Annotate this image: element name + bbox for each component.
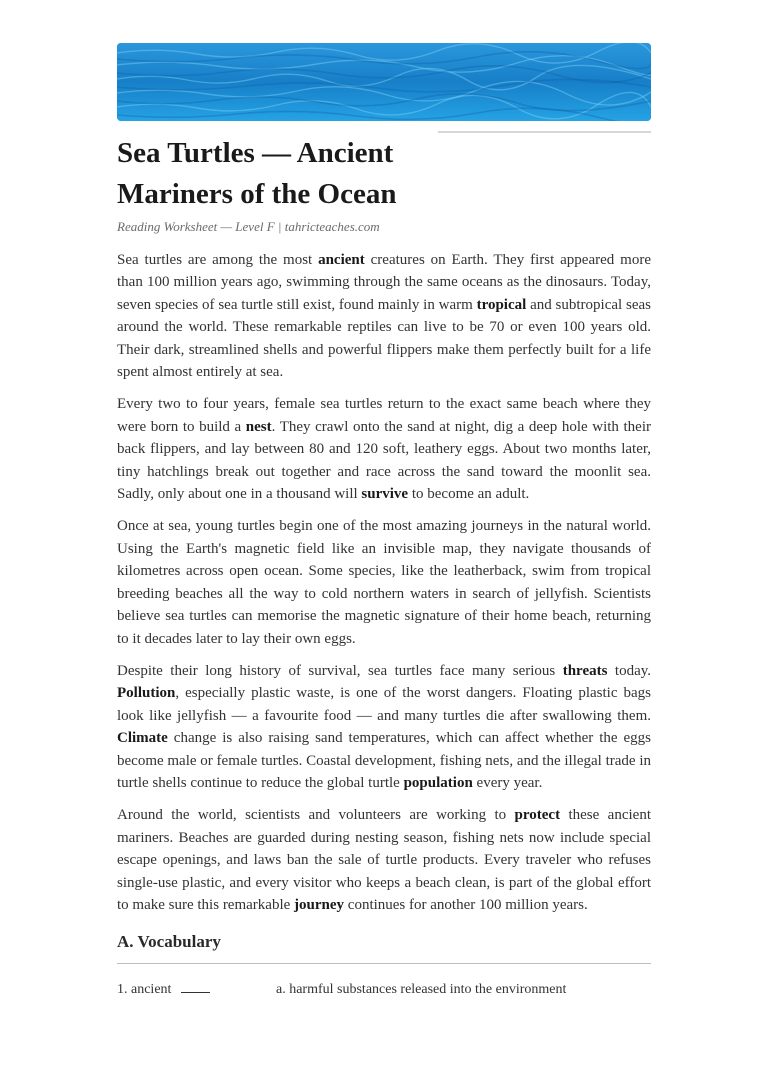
- vocabulary-definition: a. harmful substances released into the environment: [276, 982, 567, 998]
- paragraph-text: . They crawl onto the sand at night, dig a deep hole with their back flippers, and lay between 80 and 120 soft, leathery eggs. About two months later, tiny hatchlings break out together and race across the sand toward the moonlit sea. Sadly, only about one in a thousand will: [117, 418, 651, 503]
- page-title: Sea Turtles — Ancient Mariners of the Ocean: [117, 137, 397, 210]
- vocabulary-term-cell: [117, 980, 276, 1000]
- vocabulary-word: threats: [562, 662, 608, 679]
- paragraph-text: every year.: [472, 774, 543, 791]
- paragraph-text: Every two to four years, female sea turtles return to the exact same beach where they were born to build a: [117, 396, 651, 435]
- vocabulary-row: [117, 980, 651, 1000]
- vocabulary-word: survive: [361, 486, 409, 503]
- paragraph-text: , especially plastic waste, is one of the worst dangers. Floating plastic bags look like jellyfish — a favourite food — and many turtles die after swallowing them.: [117, 685, 651, 724]
- paragraph-text: change is also raising sand temperatures, which can affect whether the eggs become male or female turtles. Coastal development, fishing nets, and the illegal trade in turtle shells continue to reduce the global turtle: [117, 730, 651, 791]
- answer-blank[interactable]: [181, 980, 210, 993]
- paragraph: [117, 393, 651, 505]
- vocabulary-word: nest: [245, 418, 272, 435]
- vocabulary-word: protect: [514, 807, 561, 824]
- paragraph-text: these ancient mariners. Beaches are guarded during nesting season, fishing nets now include special escape openings, and laws ban the sale of turtle products. Every traveler who refuses single-use plastic, and every visitor who keeps a beach clean, is part of the global effort to make sure this remarkable: [117, 807, 651, 913]
- paragraph-text: Around the world, scientists and volunteers are working to: [117, 807, 515, 824]
- paragraph-text: Once at sea, young turtles begin one of the most amazing journeys in the natural world. Using the Earth's magnetic field like an invisible map, they navigate thousands of kilometres across open ocean. Some species, like the leatherback, swim from tropical breeding beaches all the way to cold northern waters in search of jellyfish. Scientists believe sea turtles can memorise the magnetic signature of their home beach, returning to it decades later to lay their own eggs.: [117, 518, 651, 647]
- ocean-banner-image: [117, 43, 651, 121]
- paragraph-text: to become an adult.: [408, 486, 530, 503]
- vocabulary-word: population: [403, 774, 473, 791]
- water-ripple-pattern: [117, 43, 651, 121]
- vocabulary-word: ancient: [318, 252, 365, 268]
- vocabulary-word: Climate: [117, 730, 168, 747]
- decorative-rule: [438, 131, 651, 133]
- vocabulary-section-title: A. Vocabulary: [117, 930, 651, 964]
- paragraph: [117, 660, 651, 794]
- paragraph-text: creatures on Earth. They first appeared more than 100 million years ago, swimming through the same oceans as the dinosaurs. Today, seven species of sea turtle still exist, found mainly in warm: [117, 252, 651, 313]
- paragraph-text: Despite their long history of survival, sea turtles face many serious: [117, 662, 563, 679]
- vocabulary-list: [117, 980, 651, 1000]
- paragraph: [117, 249, 651, 383]
- vocabulary-word: journey: [294, 896, 345, 913]
- paragraph-text: Sea turtles are among the most: [117, 252, 319, 268]
- paragraph-text: continues for another 100 million years.: [344, 896, 588, 913]
- paragraph: [117, 804, 651, 916]
- worksheet-body: [117, 249, 651, 1000]
- reading-passage: [117, 249, 651, 916]
- paragraph-text: today.: [607, 662, 651, 679]
- worksheet-subtitle: Reading Worksheet — Level F | tahricteaches.com: [117, 219, 380, 234]
- vocabulary-term: 1. ancient: [117, 982, 172, 998]
- vocabulary-word: tropical: [476, 296, 527, 313]
- paragraph: [117, 515, 651, 649]
- vocabulary-word: Pollution: [117, 685, 176, 702]
- paragraph-text: and subtropical seas around the world. These remarkable reptiles can live to be 70 or even 100 years old. Their dark, streamlined shells and powerful flippers make them perfectly built for a life spent almost entirely at sea.: [117, 296, 651, 381]
